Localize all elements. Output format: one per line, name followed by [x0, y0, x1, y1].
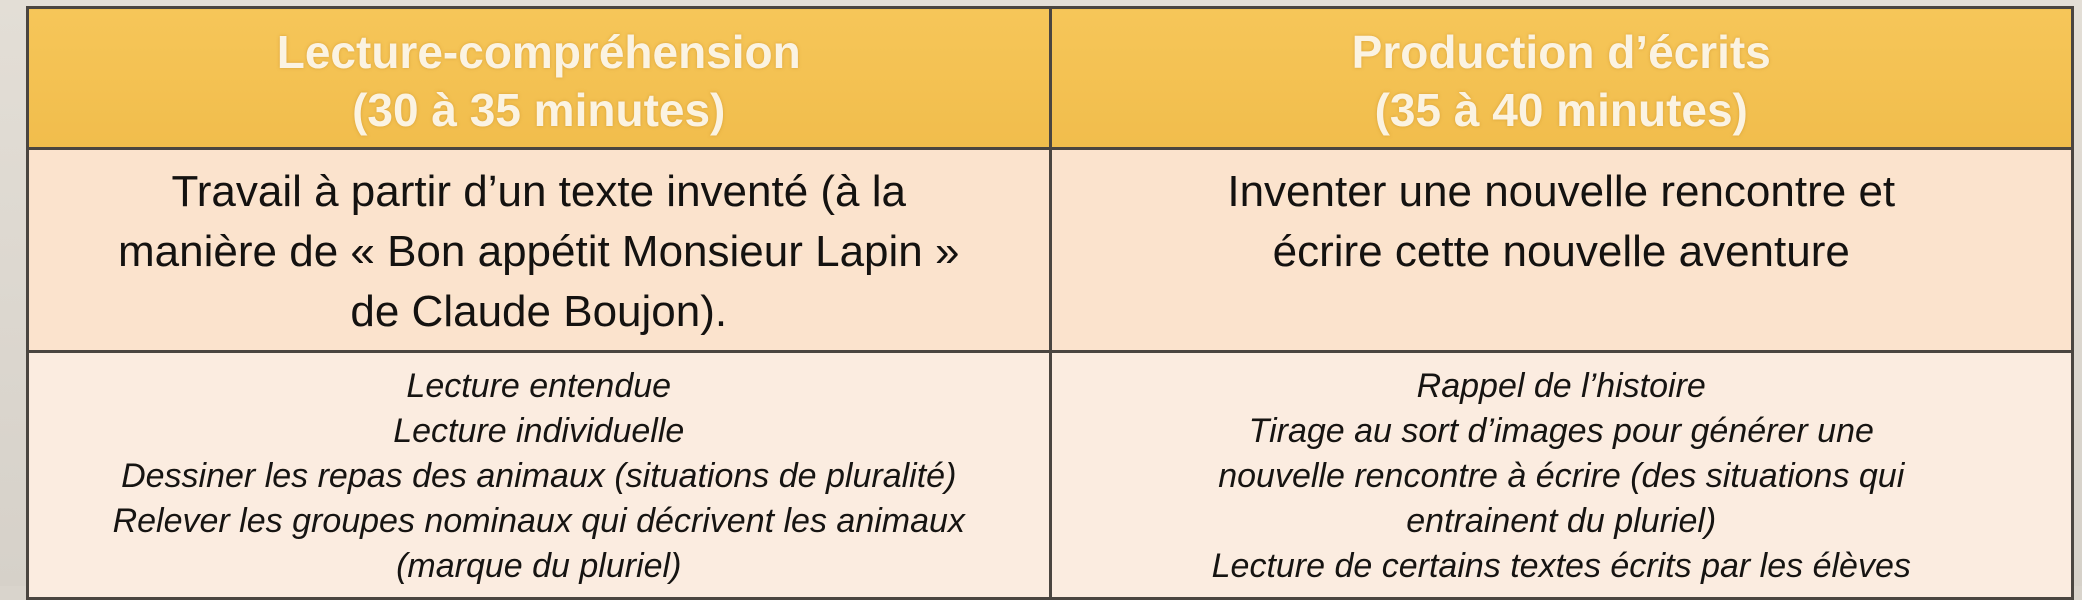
step-item: Tirage au sort d’images pour générer une: [1248, 411, 1874, 450]
steps-row: [28, 352, 2073, 599]
header-cell-reading: [28, 8, 1051, 149]
description-line: de Claude Boujon).: [350, 287, 728, 336]
header-duration: (30 à 35 minutes): [352, 84, 726, 136]
step-item: Lecture entendue: [406, 366, 672, 405]
header-title: Lecture-compréhension: [276, 26, 801, 78]
header-cell-writing: [1050, 8, 2073, 149]
steps-cell-reading: [28, 352, 1051, 599]
description-line: Inventer une nouvelle rencontre et: [1227, 167, 1896, 216]
description-cell-writing: [1050, 149, 2073, 352]
header-row: [28, 8, 2073, 149]
step-item: Lecture de certains textes écrits par les élèves: [1211, 546, 1911, 585]
step-item: Dessiner les repas des animaux (situations de pluralité): [121, 456, 957, 495]
header-duration: (35 à 40 minutes): [1374, 84, 1748, 136]
step-item: Relever les groupes nominaux qui décrivent les animaux: [112, 501, 965, 540]
step-item: (marque du pluriel): [396, 546, 682, 585]
lesson-table: [26, 6, 2074, 600]
step-item: nouvelle rencontre à écrire (des situations qui: [1218, 456, 1905, 495]
step-item: Rappel de l’histoire: [1416, 366, 1706, 405]
steps-cell-writing: [1050, 352, 2073, 599]
description-cell-reading: [28, 149, 1051, 352]
step-item: entrainent du pluriel): [1406, 501, 1717, 540]
header-title: Production d’écrits: [1351, 26, 1771, 78]
description-line: écrire cette nouvelle aventure: [1272, 227, 1850, 276]
description-row: [28, 149, 2073, 352]
description-line: manière de « Bon appétit Monsieur Lapin »: [118, 227, 960, 276]
description-line: Travail à partir d’un texte inventé (à la: [171, 167, 906, 216]
step-item: Lecture individuelle: [393, 411, 685, 450]
